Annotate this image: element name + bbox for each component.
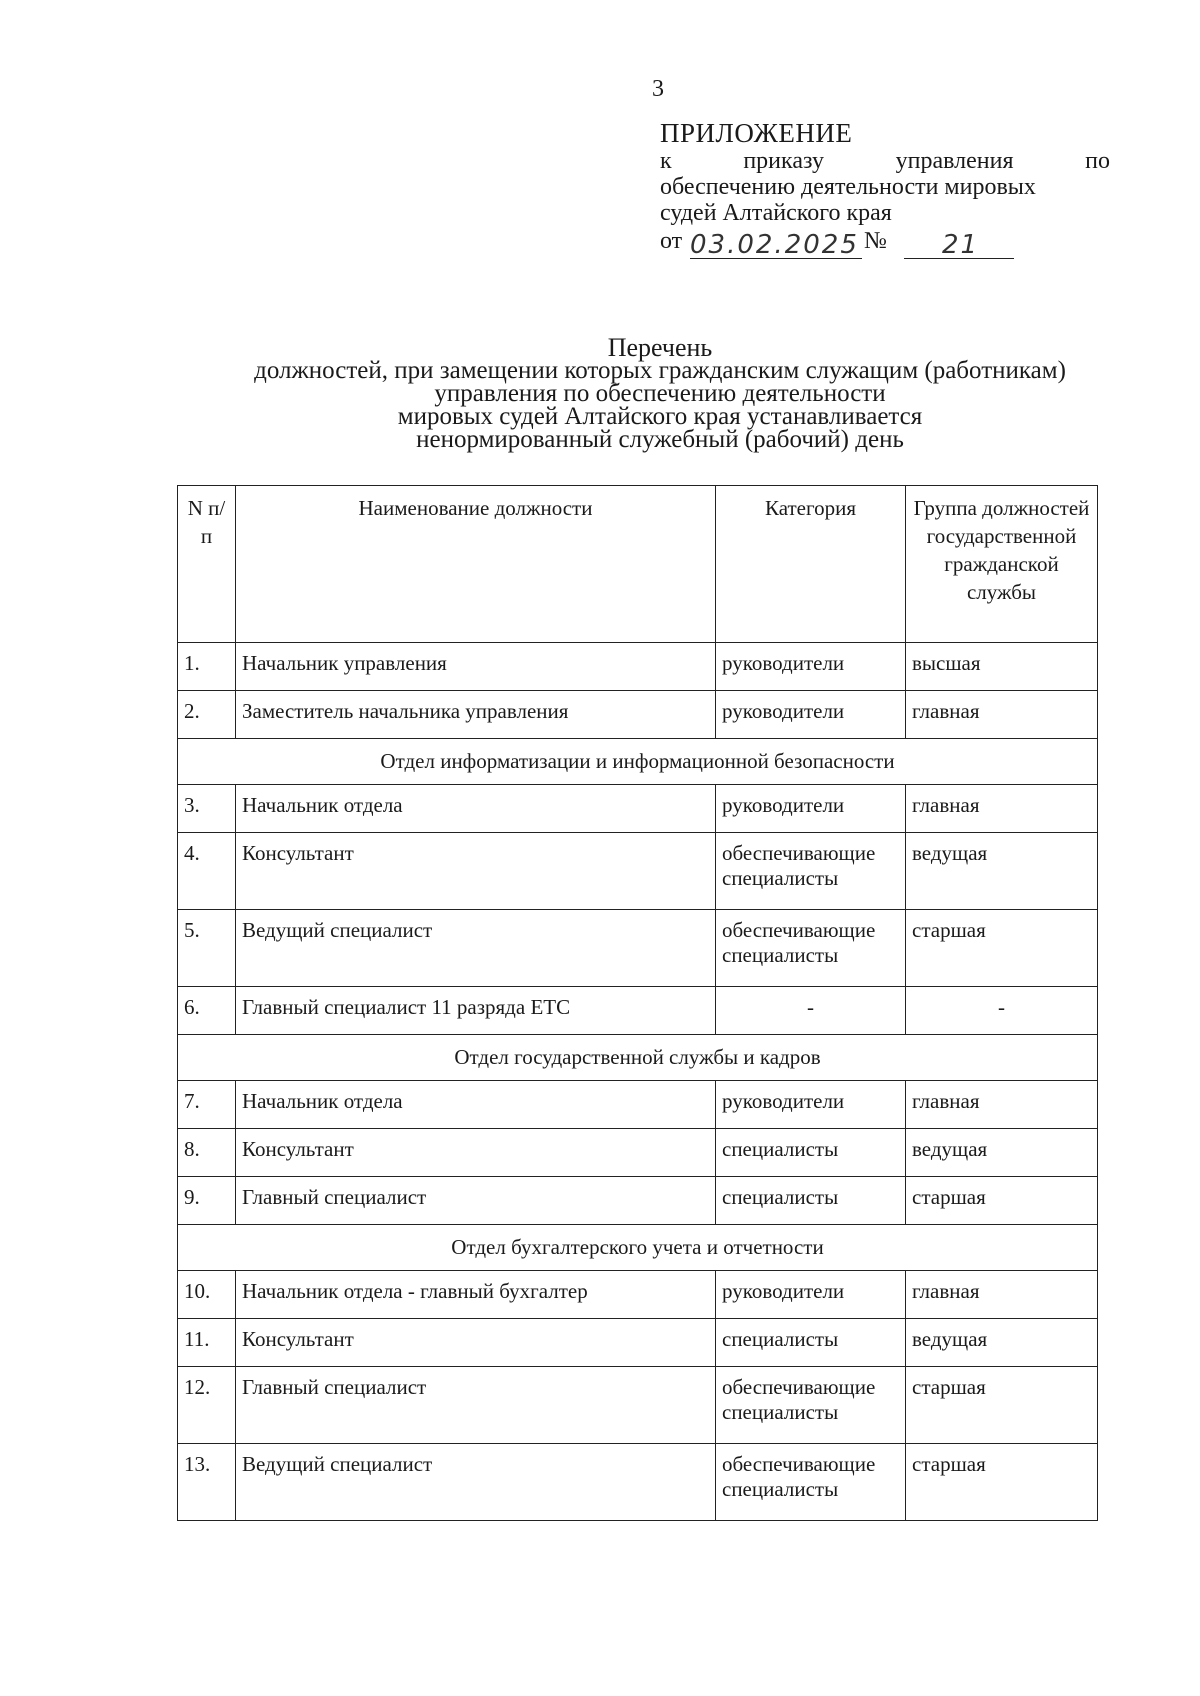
- table-row: [178, 987, 1098, 1035]
- row-name: Главный специалист: [236, 1177, 716, 1225]
- row-name: Ведущий специалист: [236, 1444, 716, 1521]
- row-group: ведущая: [906, 1129, 1098, 1177]
- row-num: 2.: [178, 691, 236, 739]
- title-line-4: ненормированный служебный (рабочий) день: [416, 426, 904, 453]
- date-field: [690, 232, 862, 259]
- title-line-3: мировых судей Алтайского края устанавливается: [397, 403, 923, 430]
- section-row: [178, 1035, 1098, 1081]
- row-group: старшая: [906, 1444, 1098, 1521]
- row-name: Главный специалист 11 разряда ЕТС: [236, 987, 716, 1035]
- row-name: Консультант: [236, 1319, 716, 1367]
- row-name: Главный специалист: [236, 1367, 716, 1444]
- section-row: [178, 1225, 1098, 1271]
- title-line-2: управления по обеспечению деятельности: [434, 380, 886, 407]
- row-num: 10.: [178, 1271, 236, 1319]
- row-group: главная: [906, 1271, 1098, 1319]
- row-name: Начальник отдела - главный бухгалтер: [236, 1271, 716, 1319]
- row-category: специалисты: [716, 1177, 906, 1225]
- row-category: обеспечивающие специалисты: [716, 1367, 906, 1444]
- row-category: обеспечивающие специалисты: [716, 833, 906, 910]
- header-group: Группа должностей государственной гражданской службы: [906, 486, 1098, 643]
- table-header-row: [178, 486, 1098, 643]
- row-group: главная: [906, 691, 1098, 739]
- table-row: [178, 1081, 1098, 1129]
- row-category: специалисты: [716, 1319, 906, 1367]
- row-group: старшая: [906, 1367, 1098, 1444]
- header-category: Категория: [716, 486, 906, 643]
- positions-table: [177, 485, 1098, 1521]
- row-name: Начальник отдела: [236, 785, 716, 833]
- row-group: высшая: [906, 643, 1098, 691]
- header-name: Наименование должности: [236, 486, 716, 643]
- number-field: [904, 232, 1014, 259]
- section-title: Отдел информатизации и информационной безопасности: [178, 739, 1098, 785]
- row-category: -: [716, 987, 906, 1035]
- row-category: руководители: [716, 691, 906, 739]
- row-num: 13.: [178, 1444, 236, 1521]
- appendix-line-3: судей Алтайского края: [660, 200, 892, 226]
- row-group: ведущая: [906, 833, 1098, 910]
- row-category: руководители: [716, 1271, 906, 1319]
- number-prefix: №: [864, 228, 887, 254]
- table-row: [178, 1444, 1098, 1521]
- handwritten-number: 21: [942, 230, 980, 260]
- table-row: [178, 1367, 1098, 1444]
- row-category: обеспечивающие специалисты: [716, 910, 906, 987]
- row-name: Заместитель начальника управления: [236, 691, 716, 739]
- handwritten-date: 03.02.2025: [690, 230, 859, 260]
- row-group: старшая: [906, 910, 1098, 987]
- header-num: N п/п: [178, 486, 236, 643]
- row-num: 3.: [178, 785, 236, 833]
- row-name: Ведущий специалист: [236, 910, 716, 987]
- table-row: [178, 785, 1098, 833]
- row-num: 12.: [178, 1367, 236, 1444]
- row-category: руководители: [716, 643, 906, 691]
- row-group: ведущая: [906, 1319, 1098, 1367]
- appendix-title: ПРИЛОЖЕНИЕ: [660, 118, 853, 148]
- row-group: старшая: [906, 1177, 1098, 1225]
- row-num: 8.: [178, 1129, 236, 1177]
- table-row: [178, 643, 1098, 691]
- row-num: 4.: [178, 833, 236, 910]
- appendix-line-2: обеспечению деятельности мировых: [660, 174, 1036, 200]
- row-num: 11.: [178, 1319, 236, 1367]
- row-name: Консультант: [236, 1129, 716, 1177]
- title-heading: Перечень: [607, 333, 713, 362]
- title-line-1: должностей, при замещении которых гражданским служащим (работникам): [254, 357, 1066, 384]
- row-category: руководители: [716, 785, 906, 833]
- row-num: 9.: [178, 1177, 236, 1225]
- table-row: [178, 910, 1098, 987]
- row-category: руководители: [716, 1081, 906, 1129]
- row-group: главная: [906, 1081, 1098, 1129]
- section-title: Отдел государственной службы и кадров: [178, 1035, 1098, 1081]
- row-name: Консультант: [236, 833, 716, 910]
- row-category: обеспечивающие специалисты: [716, 1444, 906, 1521]
- row-group: главная: [906, 785, 1098, 833]
- row-num: 7.: [178, 1081, 236, 1129]
- document-title: [180, 333, 1140, 453]
- appendix-date-row: [660, 228, 1110, 262]
- row-name: Начальник управления: [236, 643, 716, 691]
- date-prefix: от: [660, 228, 683, 254]
- table-row: [178, 833, 1098, 910]
- row-name: Начальник отдела: [236, 1081, 716, 1129]
- appendix-line-1: к приказу управления по: [660, 148, 1110, 174]
- table-row: [178, 1177, 1098, 1225]
- row-num: 5.: [178, 910, 236, 987]
- row-num: 6.: [178, 987, 236, 1035]
- table-row: [178, 1271, 1098, 1319]
- table-row: [178, 691, 1098, 739]
- page-number: 3: [652, 76, 664, 102]
- section-row: [178, 739, 1098, 785]
- row-category: специалисты: [716, 1129, 906, 1177]
- appendix-block: [660, 120, 1110, 262]
- row-num: 1.: [178, 643, 236, 691]
- section-title: Отдел бухгалтерского учета и отчетности: [178, 1225, 1098, 1271]
- table-row: [178, 1129, 1098, 1177]
- table-row: [178, 1319, 1098, 1367]
- row-group: -: [906, 987, 1098, 1035]
